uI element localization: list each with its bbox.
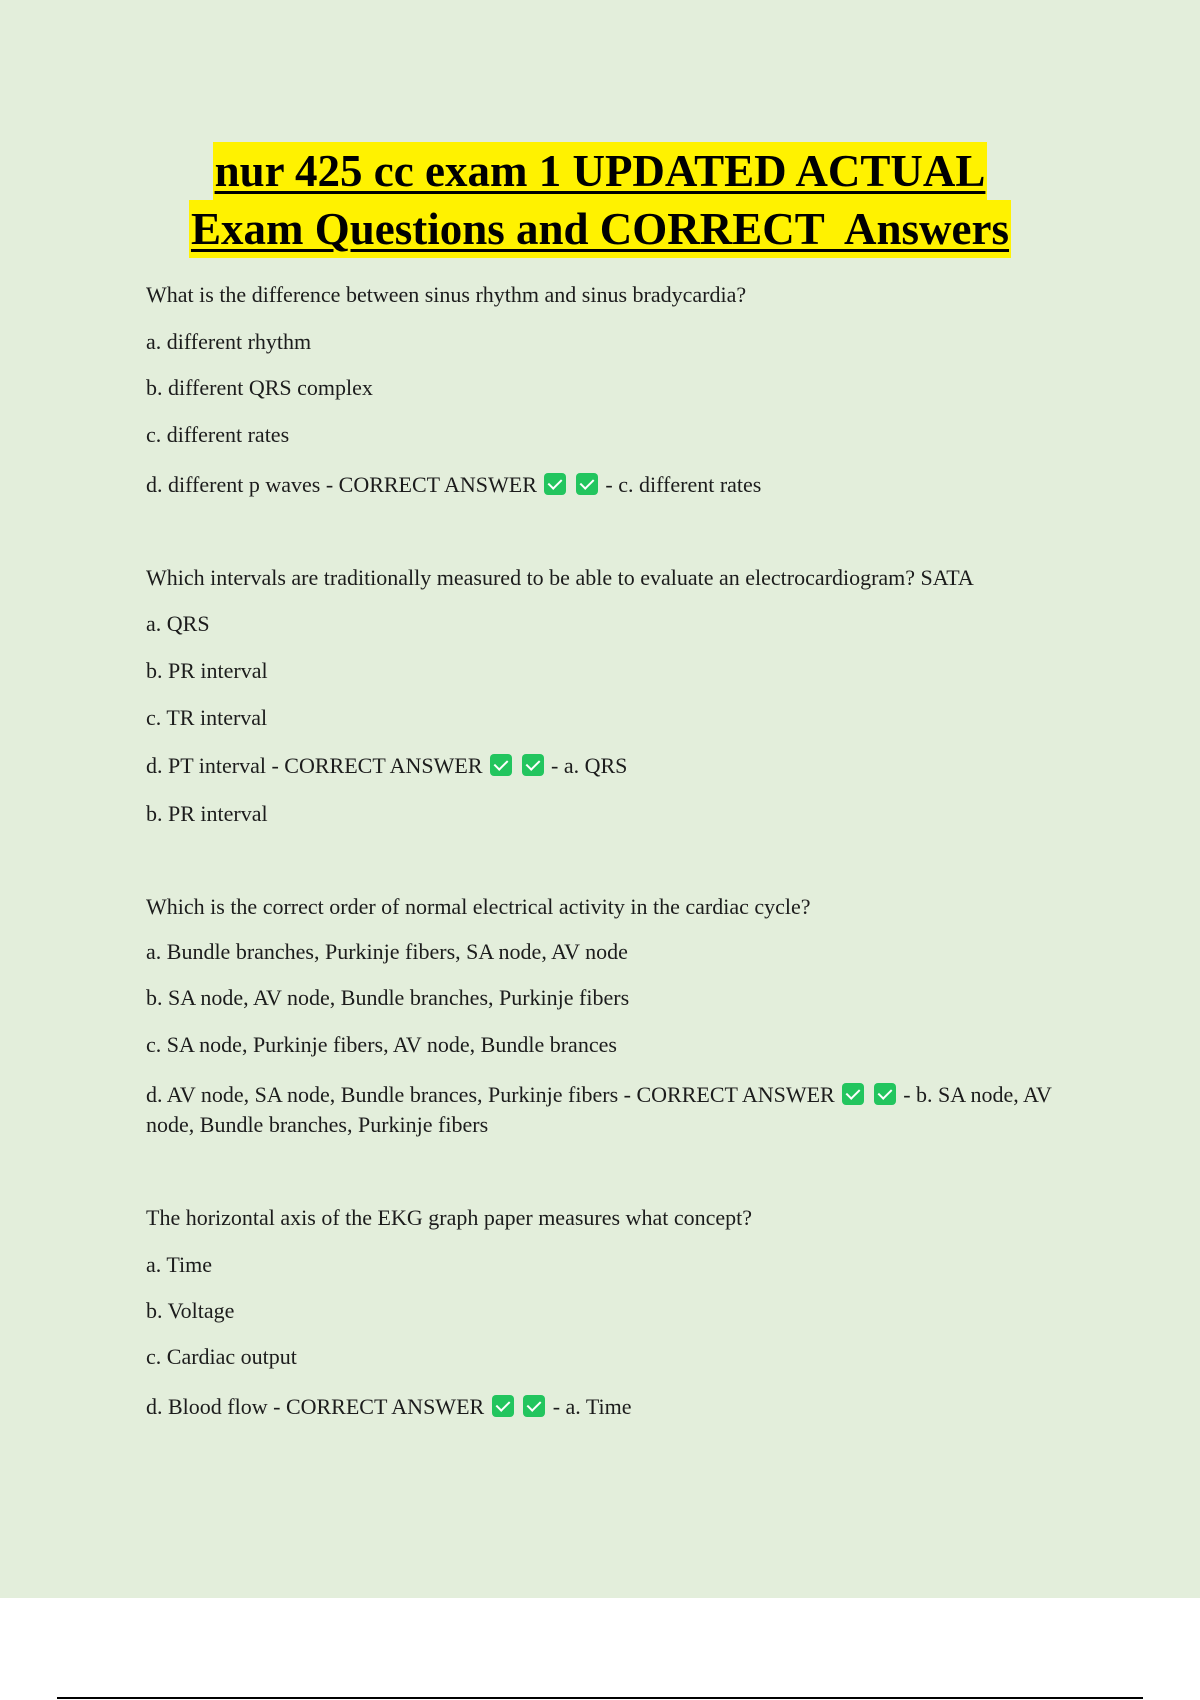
answer-option: c. different rates (146, 422, 290, 447)
check-box-icon (874, 1083, 896, 1105)
question-text: Which is the correct order of normal electrical activity in the cardiac cycle? (146, 894, 811, 919)
answer-option: b. Voltage (146, 1298, 235, 1323)
question-text: The horizontal axis of the EKG graph paper measures what concept? (146, 1205, 752, 1230)
answer-option: d. Blood flow - CORRECT ANSWER (146, 1394, 485, 1419)
answer-option: b. SA node, AV node, Bundle branches, Purkinje fibers (146, 985, 630, 1010)
answer-option: c. TR interval (146, 705, 268, 730)
check-box-icon (522, 754, 544, 776)
correct-answer: - a. Time (552, 1394, 632, 1419)
answer-option-with-key (146, 470, 761, 500)
check-box-icon (544, 473, 566, 495)
answer-option-with-key (146, 1392, 632, 1422)
correct-answer: - b. SA node, AV node, Bundle branches, Purkinje fibers (146, 1082, 1052, 1137)
answer-option: c. SA node, Purkinje fibers, AV node, Bundle brances (146, 1032, 617, 1057)
check-box-icon (576, 473, 598, 495)
answer-option: c. Cardiac output (146, 1344, 297, 1369)
answer-option: d. different p waves - CORRECT ANSWER (146, 472, 537, 497)
footer-divider (57, 1697, 1143, 1699)
check-box-icon (490, 754, 512, 776)
question-text: What is the difference between sinus rhythm and sinus bradycardia? (146, 282, 747, 307)
answer-option-with-key (146, 1080, 1076, 1140)
check-box-icon (523, 1395, 545, 1417)
title-line-2: Exam Questions and CORRECT Answers (189, 200, 1011, 258)
correct-answer: - a. QRS (551, 753, 628, 778)
correct-answer: - c. different rates (605, 472, 762, 497)
answer-option: a. Bundle branches, Purkinje fibers, SA node, AV node (146, 939, 628, 964)
answer-option-with-key (146, 751, 627, 781)
answer-option: a. Time (146, 1252, 213, 1277)
question-text: Which intervals are traditionally measured to be able to evaluate an electrocardiogram? SATA (146, 565, 974, 590)
correct-answer-extra: b. PR interval (146, 801, 268, 826)
document-title (0, 142, 1200, 258)
answer-option: d. PT interval - CORRECT ANSWER (146, 753, 483, 778)
answer-option: d. AV node, SA node, Bundle brances, Purkinje fibers - CORRECT ANSWER (146, 1082, 835, 1107)
answer-option: a. different rhythm (146, 329, 312, 354)
answer-option: b. different QRS complex (146, 375, 373, 400)
check-box-icon (492, 1395, 514, 1417)
check-box-icon (842, 1083, 864, 1105)
title-line-1: nur 425 cc exam 1 UPDATED ACTUAL (213, 142, 988, 200)
answer-option: b. PR interval (146, 658, 268, 683)
answer-option: a. QRS (146, 611, 210, 636)
